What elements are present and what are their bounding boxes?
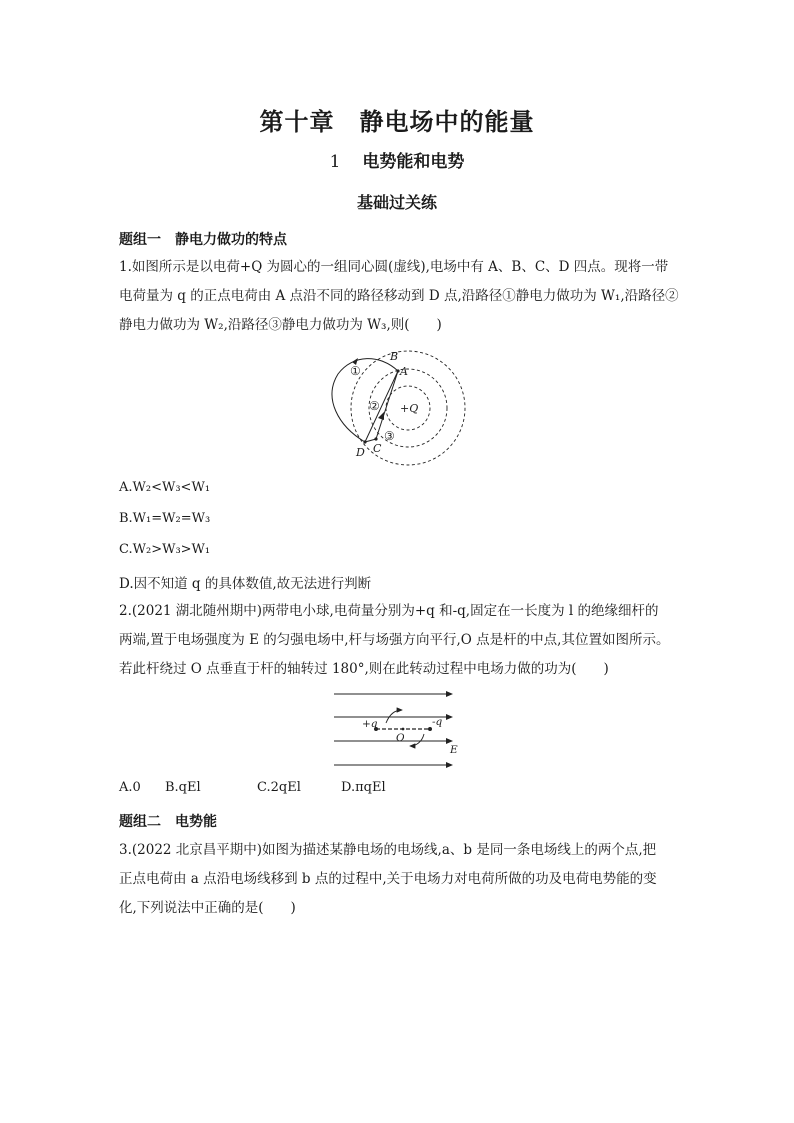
- q2-option-b: B.qEl: [165, 780, 201, 795]
- q1-line: 电荷量为 q 的正点电荷由 A 点沿不同的路径移动到 D 点,沿路径①静电力做功为 W₁,沿路径②: [119, 288, 679, 304]
- q2-option-c: C.2qEl: [257, 780, 301, 795]
- question-3-stem: [119, 836, 679, 923]
- label-path-3: ③: [384, 429, 395, 443]
- label-path-2: ②: [369, 399, 380, 413]
- q2-line: 2.(2021 湖北随州期中)两带电小球,电荷量分别为+q 和-q,固定在一长度为 l 的绝缘细杆的: [119, 603, 659, 619]
- chapter-title: 第十章 静电场中的能量: [259, 107, 535, 136]
- q3-line: 3.(2022 北京昌平期中)如图为描述某静电场的电场线,a、b 是同一条电场线上的两个点,把: [119, 842, 657, 858]
- label-d: D: [356, 446, 365, 459]
- question-2-stem: [119, 597, 679, 684]
- label-a: A: [400, 365, 408, 378]
- group1-title: 题组一 静电力做功的特点: [119, 232, 287, 248]
- q2-uniform-field-figure: [330, 686, 460, 772]
- q1-option-d: D.因不知道 q 的具体数值,故无法进行判断: [119, 576, 372, 592]
- section-name: 电势能和电势: [362, 152, 465, 172]
- q3-line: 化,下列说法中正确的是( ): [119, 900, 296, 916]
- q1-option-c: C.W₂>W₃>W₁: [119, 542, 211, 557]
- label-c: C: [373, 442, 382, 455]
- label-minus-q: -q: [432, 716, 443, 728]
- q1-option-b: B.W₁=W₂=W₃: [119, 511, 211, 526]
- q2-line: 两端,置于电场强度为 E 的匀强电场中,杆与场强方向平行,O 点是杆的中点,其位置如图所示。: [119, 632, 670, 648]
- label-o: O: [396, 732, 405, 744]
- q3-line: 正点电荷由 a 点沿电场线移到 b 点的过程中,关于电场力对电荷所做的功及电荷电势能的变: [119, 871, 657, 887]
- point-d-dot: [363, 440, 366, 443]
- q2-option-d: D.πqEl: [341, 780, 386, 795]
- label-b: B: [390, 350, 399, 363]
- group2-title: 题组二 电势能: [119, 814, 217, 830]
- q2-line: 若此杆绕过 O 点垂直于杆的轴转过 180°,则在此转动过程中电场力做的功为( ): [119, 661, 609, 677]
- q1-line: 1.如图所示是以电荷+Q 为圆心的一组同心圆(虚线),电场中有 A、B、C、D 四点。现将一带: [119, 259, 669, 275]
- practice-subtitle: 基础过关练: [356, 193, 437, 212]
- question-1-stem: [119, 253, 679, 340]
- label-plus-q: +q: [362, 718, 378, 730]
- label-e: E: [450, 744, 458, 756]
- label-path-1: ①: [350, 364, 361, 378]
- rotation-arrow-bottom: [410, 734, 424, 746]
- label-charge: +Q: [400, 402, 419, 415]
- q2-option-a: A.0: [119, 780, 141, 795]
- q1-option-a: A.W₂<W₃<W₁: [119, 480, 211, 495]
- q1-line: 静电力做功为 W₂,沿路径③静电力做功为 W₃,则( ): [119, 317, 442, 333]
- rod-midpoint: [402, 728, 405, 731]
- section-number: 1: [329, 152, 341, 172]
- point-c-dot: [374, 437, 377, 440]
- q2-options: [119, 780, 386, 795]
- q1-concentric-circles-figure: [318, 346, 478, 468]
- section-title: [0, 147, 794, 172]
